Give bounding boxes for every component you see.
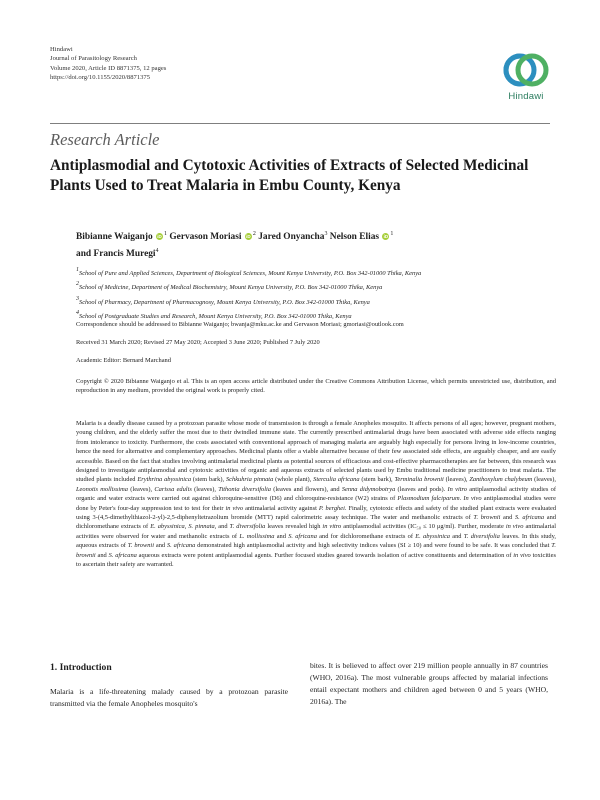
affiliations <box>76 265 556 323</box>
journal-header <box>50 45 166 82</box>
abstract-italic-term: In vivo <box>463 495 482 503</box>
body-text-right: bites. It is believed to affect over 219 million people annually in 87 countries (WHO, 2016a). The most vulnerable groups affected by malarial infections entail expectant mothers and children aged between 0 and 5 years (WHO, 2016a). The <box>310 661 548 706</box>
abstract-italic-term: T. diversifolia <box>463 532 500 540</box>
abstract-italic-term: T. diversifolia <box>229 523 266 531</box>
abstract-italic-term: E. abyssinica <box>415 532 451 540</box>
abstract: Malaria is a deadly disease caused by a protozoan parasite whose mode of transmission is through a female Anopheles mosquito. It affects persons of all ages; however, pregnant mothers, young children, and the elderly suffer the most due to their dwindled immune state. The currently prescribed antimalarial drugs have been associated with adverse side effects ranging from intolerance to toxicity. Furthermore, the costs associated with conventional approach of managing malaria are arguably high especially for persons living in low-income countries, hence the need for alternative and complementary approaches. Medicinal plants offer a viable alternative because of their few associated side effects, are arguably cheaper, and are easily accessible. Based on the fact that studies involving antimalarial medicinal plants as potential sources of efficacious and cost-effective pharmacotherapies are far between, this research was designed to investigate antiplasmodial and cytotoxic activities of organic and aqueous extracts of selected plants used by Embu traditional medicine practitioners to treat malaria. The studied plants included Erythrina abyssinica (stem bark), Schkuhria pinnata (whole plant), Sterculia africana (stem bark), Terminalia brownii (leaves), Zanthoxylum chalybeum (leaves), Leonotis mollissima (leaves), Carissa edulis (leaves), Tithonia diversifolia (leaves and flowers), and Senna didymobotrya (leaves and pods). In vitro antiplasmodial activity studies of organic and water extracts were carried out against chloroquine-sensitive (D6) and chloroquine-resistance (W2) strains of Plasmodium falciparum. In vivo antiplasmodial studies were done by Peter's four-day suppression test to test for their in vivo antimalarial activity against P. berghei. Finally, cytotoxic effects and safety of the studied plant extracts were evaluated using 3-(4,5-dimethylthiazol-2-yl)-2,5-diphenyltetrazolium bromide (MTT) rapid calorimetric assay technique. The water and methanolic extracts of T. brownii and S. africana and dichloromethane extracts of E. abyssinica, S. pinnata, and T. diversifolia leaves revealed high in vitro antiplasmodial activities (IC₅₀ ≤ 10 μg/ml). Further, moderate in vivo antimalarial activities were observed for water and methanolic extracts of L. mollissima and S. africana and for dichloromethane extracts of E. abyssinica and T. diversifolia leaves. In this study, aqueous extracts of T. brownii and S. africana demonstrated high antiplasmodial activity and high selectivity indices values (SI ≥ 10) and were found to be safe. It was concluded that T. brownii and S. africana aqueous extracts were potent antiplasmodial agents. Further focused studies geared towards isolation of active constituents and determination of in vivo toxicities to ascertain their safety are warranted. <box>76 420 557 569</box>
header-divider <box>50 123 550 124</box>
affiliation: 3School of Pharmacy, Department of Pharmacognosy, Mount Kenya University, P.O. Box 342-01000 Thika, Kenya <box>76 295 370 306</box>
abstract-italic-term: in vitro <box>322 523 342 531</box>
publisher-name: Hindawi <box>50 46 73 53</box>
article-dates: Received 31 March 2020; Revised 27 May 2020; Accepted 3 June 2020; Published 7 July 2020 <box>76 339 320 346</box>
author-name[interactable]: Gervason Moriasi <box>169 232 242 242</box>
abstract-italic-term: E. abyssinica, S. pinnata, <box>150 523 217 531</box>
abstract-italic-term: Schkuhria pinnata <box>225 476 274 484</box>
abstract-italic-term: Terminalia brownii <box>394 476 444 484</box>
abstract-italic-term: Sterculia africana <box>313 476 360 484</box>
affiliation: 2School of Medicine, Department of Medical Biochemistry, Mount Kenya University, P.O. Box 342-01000 Thika, Kenya <box>76 281 383 292</box>
article-type: Research Article <box>50 130 160 149</box>
author-conjunction: and <box>76 249 92 259</box>
copyright-notice: Copyright © 2020 Bibianne Waiganjo et al. This is an open access article distributed under the Creative Commons Attribution License, which permits unrestricted use, distribution, and reproduction in any medium, provided the original work is properly cited. <box>76 378 556 395</box>
abstract-italic-term: Plasmodium falciparum <box>397 495 460 503</box>
orcid-icon[interactable]: iD <box>246 234 251 239</box>
correspondence: Correspondence should be addressed to Bibianne Waiganjo; bwanja@mku.ac.ke and Gervason Moriasi; gmoriasi@outlook.com <box>76 321 404 328</box>
abstract-italic-term: P. berghei <box>318 504 345 512</box>
abstract-italic-term: S. africana <box>288 532 317 540</box>
affiliation: 4School of Postgraduate Studies and Research, Mount Kenya University, P.O. Box 342-01000 Thika, Kenya <box>76 310 352 321</box>
orcid-icon[interactable]: iD <box>157 234 162 239</box>
abstract-italic-term: in vivo <box>513 551 531 559</box>
abstract-italic-term: Carissa edulis <box>154 485 192 493</box>
abstract-italic-term: Erythrina abyssinica <box>137 476 192 484</box>
abstract-italic-term: S. africana <box>166 542 196 550</box>
abstract-italic-term: in vivo <box>225 504 244 512</box>
abstract-italic-term: T. brownii <box>127 542 154 550</box>
abstract-italic-term: Leonotis mollissima <box>76 485 128 493</box>
abstract-italic-term: Senna didymobotrya <box>341 485 396 493</box>
volume-info: Volume 2020, Article ID 8871375, 12 pages <box>50 64 167 72</box>
abstract-italic-term: In vitro <box>447 485 467 493</box>
author-name[interactable]: Francis Muregi <box>93 249 156 259</box>
section-heading: 1. Introduction <box>50 662 112 673</box>
abstract-italic-term: T. brownii <box>76 542 556 559</box>
abstract-italic-term: S. africana <box>514 514 545 522</box>
logo-text: Hindawi <box>508 91 544 102</box>
doi-link[interactable]: https://doi.org/10.1155/2020/8871375 <box>50 73 151 81</box>
article-title: Antiplasmodial and Cytotoxic Activities of Extracts of Selected Medicinal Plants Used to Treat Malaria in Embu County, Kenya <box>50 157 529 194</box>
author-name[interactable]: Jared Onyancha <box>258 232 325 242</box>
hindawi-rings-icon <box>498 50 554 92</box>
abstract-italic-term: Zanthoxylum chalybeum <box>469 476 533 484</box>
author-list: Bibianne Waiganjo iD $^1$ Gervason Moriasi iD $^2$ Jared Onyancha$^3$ Nelson Elias iD $^1$ and Francis Muregi$^4$ <box>76 231 394 259</box>
abstract-italic-term: S. africana <box>108 551 137 559</box>
journal-name: Journal of Parasitology Research <box>50 55 137 63</box>
affiliation: 1School of Pure and Applied Sciences, Department of Biological Sciences, Mount Kenya University, P.O. Box 342-01000 Thika, Kenya <box>76 267 422 277</box>
abstract-italic-term: in vivo <box>505 523 524 531</box>
orcid-icon[interactable]: iD <box>383 234 389 239</box>
author-name[interactable]: Bibianne Waiganjo <box>76 232 153 242</box>
author-name[interactable]: Nelson Elias <box>329 232 380 242</box>
body-text-left: Malaria is a life-threatening malady caused by a protozoan parasite transmitted via the female Anopheles mosquito's <box>50 687 288 708</box>
abstract-italic-term: L. mollissima <box>239 532 275 540</box>
abstract-italic-term: Tithonia diversifolia <box>218 485 271 493</box>
academic-editor: Academic Editor: Bernard Marchand <box>76 357 171 364</box>
hindawi-logo <box>498 50 554 106</box>
abstract-italic-term: T. brownii <box>473 514 501 522</box>
